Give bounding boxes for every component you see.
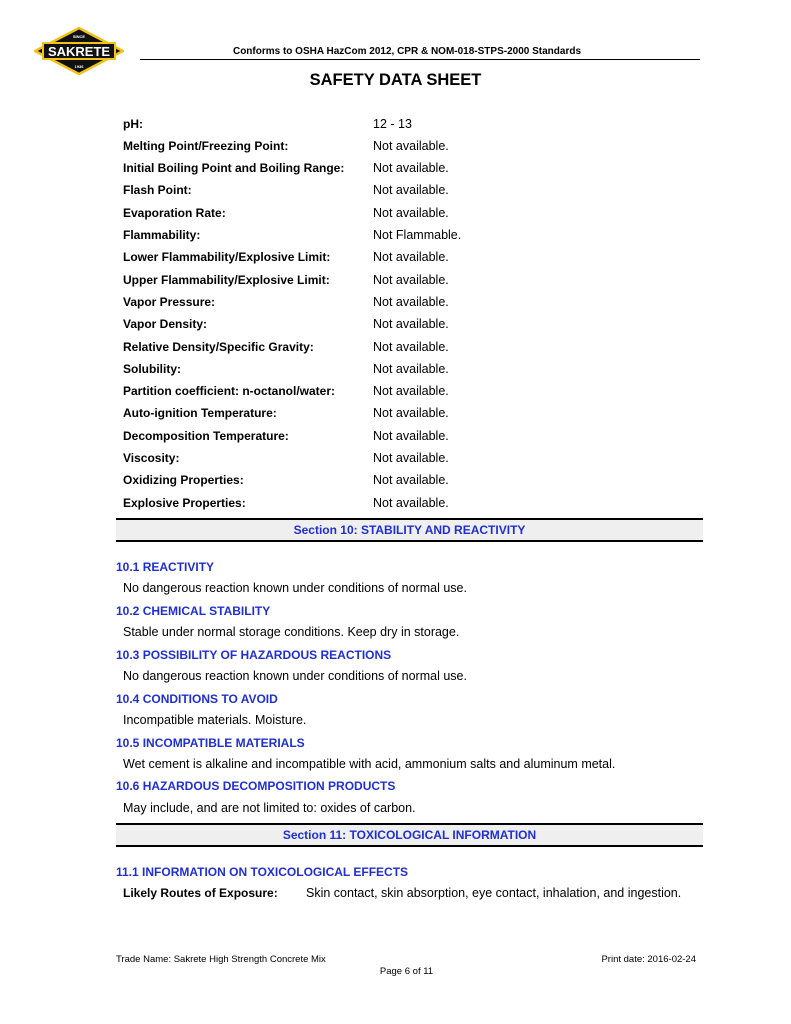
subsection-title: 10.3 POSSIBILITY OF HAZARDOUS REACTIONS — [116, 648, 392, 662]
section-10-header: Section 10: STABILITY AND REACTIVITY — [116, 518, 703, 542]
subsection-text: No dangerous reaction known under conditions of normal use. — [123, 581, 467, 595]
sakrete-logo — [34, 27, 124, 75]
property-label: Relative Density/Specific Gravity: — [123, 340, 314, 354]
property-label: Lower Flammability/Explosive Limit: — [123, 250, 331, 264]
subsection-title: 10.4 CONDITIONS TO AVOID — [116, 692, 278, 706]
logo-year-text: 1936 — [74, 64, 84, 69]
subsection-title: 11.1 INFORMATION ON TOXICOLOGICAL EFFECTS — [116, 865, 409, 879]
property-label: Melting Point/Freezing Point: — [123, 139, 289, 153]
subsection-title: 10.1 REACTIVITY — [116, 560, 215, 574]
property-value: Not available. — [373, 317, 449, 331]
property-value: Not available. — [373, 161, 449, 175]
property-label: Evaporation Rate: — [123, 206, 226, 220]
logo-brand-text: SAKRETE — [47, 44, 111, 59]
property-label: Initial Boiling Point and Boiling Range: — [123, 161, 345, 175]
property-value: Not available. — [373, 384, 449, 398]
subsection-text: Wet cement is alkaline and incompatible with acid, ammonium salts and aluminum metal. — [123, 757, 616, 771]
property-value: Not Flammable. — [373, 228, 462, 242]
property-value: Not available. — [373, 362, 449, 376]
property-value: Not available. — [373, 406, 449, 420]
property-label: Solubility: — [123, 362, 181, 376]
property-label: pH: — [123, 117, 143, 131]
page-title: SAFETY DATA SHEET — [309, 71, 482, 89]
property-value: Not available. — [373, 139, 449, 153]
property-label: Decomposition Temperature: — [123, 429, 289, 443]
property-label: Explosive Properties: — [123, 496, 246, 510]
property-label: Oxidizing Properties: — [123, 473, 244, 487]
subsection-text: Incompatible materials. Moisture. — [123, 713, 307, 727]
property-value: Not available. — [373, 429, 449, 443]
property-value: Not available. — [373, 496, 449, 510]
property-value: Not available. — [373, 206, 449, 220]
conformance-statement: Conforms to OSHA HazCom 2012, CPR & NOM-018-STPS-2000 Standards — [232, 46, 582, 57]
property-label: Auto-ignition Temperature: — [123, 406, 277, 420]
footer-print-date: Print date: 2016-02-24 — [601, 954, 696, 965]
property-label: Flash Point: — [123, 183, 192, 197]
routes-value: Skin contact, skin absorption, eye contact, inhalation, and ingestion. — [306, 886, 682, 900]
property-value: Not available. — [373, 183, 449, 197]
property-label: Upper Flammability/Explosive Limit: — [123, 273, 330, 287]
routes-label: Likely Routes of Exposure: — [123, 886, 278, 900]
property-label: Vapor Pressure: — [123, 295, 216, 309]
logo-since-text: SINCE — [72, 34, 86, 39]
footer-page-number: Page 6 of 11 — [379, 966, 434, 977]
subsection-text: May include, and are not limited to: oxides of carbon. — [123, 801, 416, 815]
subsection-title: 10.5 INCOMPATIBLE MATERIALS — [116, 736, 305, 750]
property-value: 12 - 13 — [373, 117, 412, 131]
property-value: Not available. — [373, 273, 449, 287]
property-label: Vapor Density: — [123, 317, 208, 331]
property-value: Not available. — [373, 295, 449, 309]
subsection-title: 10.6 HAZARDOUS DECOMPOSITION PRODUCTS — [116, 779, 396, 793]
subsection-text: Stable under normal storage conditions. Keep dry in storage. — [123, 625, 460, 639]
header-divider — [140, 59, 700, 60]
property-value: Not available. — [373, 451, 449, 465]
footer-trade-name: Trade Name: Sakrete High Strength Concrete Mix — [116, 954, 326, 965]
section-11-header: Section 11: TOXICOLOGICAL INFORMATION — [116, 823, 703, 847]
property-value: Not available. — [373, 473, 449, 487]
property-label: Viscosity: — [123, 451, 180, 465]
property-value: Not available. — [373, 250, 449, 264]
property-label: Partition coefficient: n-octanol/water: — [123, 384, 336, 398]
property-value: Not available. — [373, 340, 449, 354]
subsection-text: No dangerous reaction known under conditions of normal use. — [123, 669, 467, 683]
property-label: Flammability: — [123, 228, 201, 242]
subsection-title: 10.2 CHEMICAL STABILITY — [116, 604, 271, 618]
